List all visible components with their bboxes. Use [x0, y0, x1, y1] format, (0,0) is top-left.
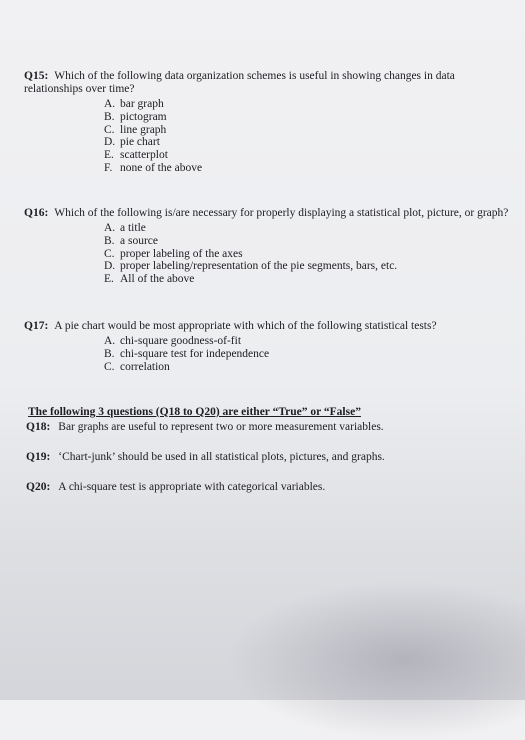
option-letter: E.	[104, 149, 114, 162]
answer-option	[104, 335, 514, 348]
question-number: Q16:	[24, 207, 49, 219]
option-text: All of the above	[120, 273, 195, 286]
answer-option	[104, 235, 514, 248]
answer-option	[104, 361, 514, 374]
option-list	[24, 222, 514, 286]
option-list	[24, 98, 514, 175]
question-number: Q18:	[26, 421, 51, 433]
question-text: Bar graphs are useful to represent two or more measurement variables.	[58, 421, 384, 433]
option-text: proper labeling of the axes	[120, 247, 243, 260]
answer-option	[104, 273, 514, 286]
question-text: A chi-square test is appropriate with categorical variables.	[58, 481, 326, 493]
option-letter: C.	[104, 247, 115, 260]
question-number: Q20:	[26, 481, 51, 493]
answer-option	[104, 162, 514, 175]
question-text: ‘Chart-junk’ should be used in all statistical plots, pictures, and graphs.	[58, 451, 385, 463]
option-letter: D.	[104, 260, 116, 273]
option-letter: F.	[104, 161, 113, 174]
option-letter: E.	[104, 273, 114, 286]
question-number: Q19:	[26, 451, 51, 463]
option-letter: B.	[104, 110, 115, 123]
option-text: proper labeling/representation of the pie segments, bars, etc.	[120, 260, 398, 273]
question-number: Q17:	[24, 320, 49, 332]
answer-option	[104, 98, 514, 111]
question-q20	[26, 481, 325, 494]
answer-option	[104, 124, 514, 137]
option-text: pie chart	[120, 136, 160, 149]
question-text: Which of the following data organization schemes is useful in showing changes in data relationships over time?	[24, 70, 455, 95]
option-text: chi-square test for independence	[120, 347, 270, 360]
option-letter: A.	[104, 98, 116, 110]
question-q17	[24, 320, 514, 373]
question-number: Q15:	[24, 70, 49, 82]
option-letter: C.	[104, 123, 115, 136]
option-letter: A.	[104, 335, 116, 347]
option-text: bar graph	[120, 98, 164, 110]
option-text: correlation	[120, 360, 170, 373]
option-letter: D.	[104, 136, 116, 149]
answer-option	[104, 348, 514, 361]
true-false-heading: The following 3 questions (Q18 to Q20) are either “True” or “False”	[28, 406, 361, 418]
question-q19	[26, 451, 385, 464]
option-letter: B.	[104, 347, 115, 360]
answer-option	[104, 111, 514, 124]
option-text: none of the above	[120, 161, 203, 174]
answer-option	[104, 149, 514, 162]
option-letter: B.	[104, 234, 115, 247]
question-q18	[26, 421, 384, 434]
question-q16	[24, 207, 514, 286]
option-text: pictogram	[120, 110, 167, 123]
option-list	[24, 335, 514, 373]
answer-option	[104, 248, 514, 261]
question-text: A pie chart would be most appropriate with which of the following statistical tests?	[54, 320, 437, 332]
answer-option	[104, 260, 514, 273]
option-letter: C.	[104, 360, 115, 373]
answer-option	[104, 222, 514, 235]
question-text: Which of the following is/are necessary for properly displaying a statistical plot, picture, or graph?	[54, 207, 509, 219]
option-text: a source	[120, 234, 158, 247]
option-text: line graph	[120, 123, 167, 136]
option-text: chi-square goodness-of-fit	[120, 335, 242, 347]
question-q15	[24, 70, 514, 175]
option-text: a title	[120, 222, 146, 234]
answer-option	[104, 136, 514, 149]
option-text: scatterplot	[120, 149, 168, 162]
option-letter: A.	[104, 222, 116, 234]
